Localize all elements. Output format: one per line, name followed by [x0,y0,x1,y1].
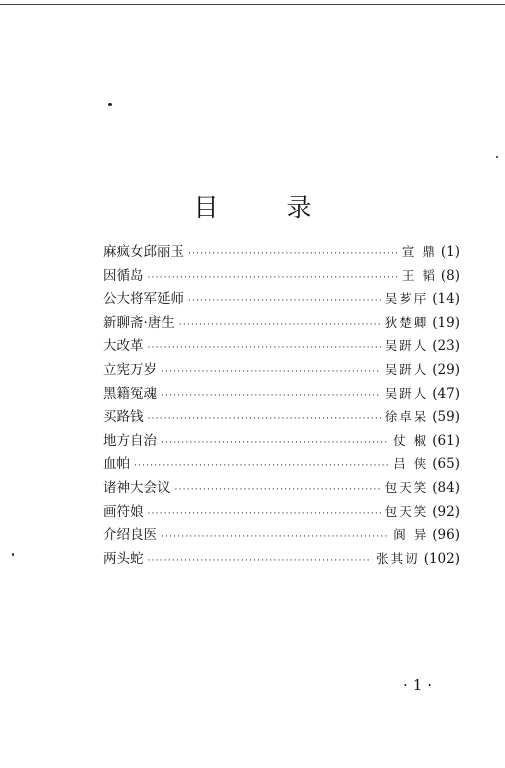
toc-entry [103,405,460,429]
toc-entry-page: (84) [432,479,460,496]
toc-entry-page: (65) [432,456,460,473]
toc-entry-title: 地方自治 [103,432,157,449]
toc-entry-page: (92) [432,503,460,520]
toc-entry-author: 吴芗厈 [384,291,429,307]
toc-entry [103,358,460,382]
toc-entry-title: 公大将军延师 [103,291,184,308]
toc-entry-page: (61) [432,432,460,449]
dot-leader [179,320,381,330]
page-number: ·1· [403,676,438,694]
dot-leader [148,509,381,519]
toc-entry-author: 阆 异 [393,527,429,543]
toc-entry-author: 王 韬 [401,267,437,283]
toc-entry-author: 张其讱 [376,550,420,566]
toc-entry [103,264,460,288]
toc-entry-page: (102) [423,550,460,567]
toc-entry-author: 宣 鼎 [401,244,437,259]
toc-entry [103,523,460,547]
toc-entry-page: (8) [440,267,460,284]
ink-speck [108,103,112,106]
toc-entry [103,500,460,524]
toc-entry-title: 画符娘 [103,503,144,520]
top-border-line [0,4,505,5]
toc-entry-title: 诸神大会议 [103,479,171,496]
toc-entry-title: 两头蛇 [103,550,144,567]
toc-entry-page: (1) [440,244,460,260]
toc-entry-title: 血帕 [103,456,130,473]
dot-leader [188,249,398,259]
dot-leader [175,485,381,495]
toc-entry [103,240,460,264]
toc-entry [103,547,460,571]
toc-entry-author: 吕 侠 [393,456,429,472]
toc-entry-title: 买路钱 [103,409,144,426]
toc-entry-author: 吴趼人 [384,338,429,354]
page-title: 目 录 [193,193,342,222]
dot-leader [188,296,381,306]
toc-entry-page: (19) [432,314,460,331]
toc-entry-page: (47) [432,385,460,402]
toc-entry [103,429,460,453]
toc-entry-title: 新聊斋·唐生 [103,314,175,331]
ink-speck [496,156,498,158]
table-of-contents [103,240,460,570]
toc-entry-author: 吴趼人 [384,361,429,377]
toc-entry-author: 徐卓呆 [384,409,429,425]
ink-speck [12,553,14,556]
toc-entry-author: 狄楚卿 [384,314,429,330]
dot-leader [161,438,389,448]
dot-leader [148,556,373,566]
toc-entry [103,382,460,406]
toc-entry-title: 立宪万岁 [103,361,157,378]
toc-entry-page: (96) [432,527,460,544]
dot-leader [148,273,398,283]
toc-entry-page: (23) [432,338,460,355]
toc-entry-title: 黑籍冤魂 [103,385,157,402]
toc-entry [103,476,460,500]
toc-entry-title: 大改革 [103,338,144,355]
toc-entry-title: 介绍良医 [103,527,157,544]
toc-entry [103,311,460,335]
toc-entry-page: (59) [432,409,460,426]
toc-entry-author: 包天笑 [384,503,429,519]
toc-entry-author: 包天笑 [384,479,429,495]
dot-leader [161,367,381,377]
toc-entry-page: (14) [432,291,460,308]
toc-entry-title: 因循岛 [103,267,144,284]
dot-leader [148,414,381,424]
dot-leader [134,461,389,471]
dot-leader [148,343,381,353]
dot-leader [161,391,381,401]
toc-entry-page: (29) [432,361,460,378]
toc-entry-author: 吴趼人 [384,385,429,401]
toc-entry [103,287,460,311]
dot-leader [161,532,389,542]
toc-entry-author: 仗 椒 [393,432,429,448]
toc-entry [103,334,460,358]
toc-entry [103,452,460,476]
toc-entry-title: 麻疯女邱丽玉 [103,244,184,260]
